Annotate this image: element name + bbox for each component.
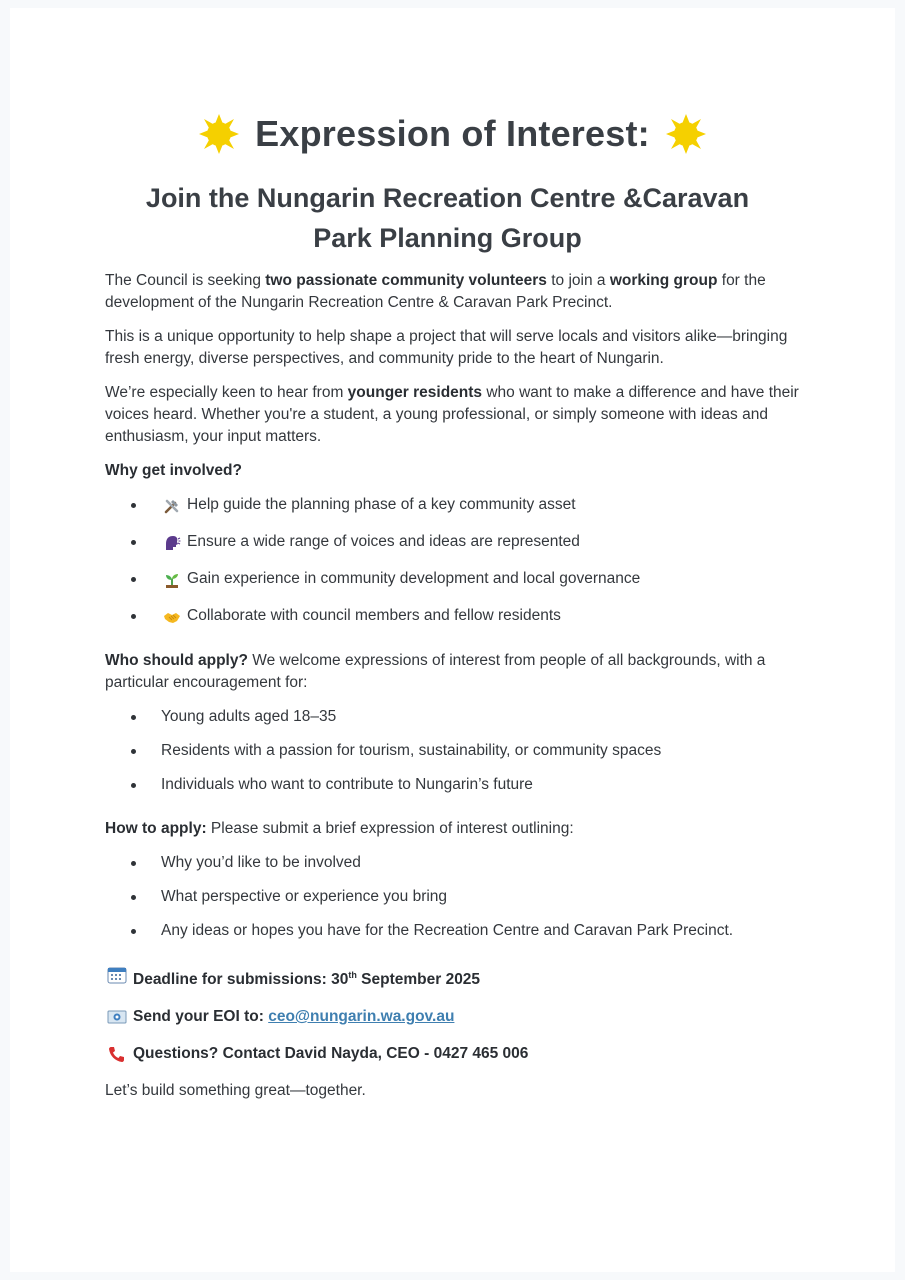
document-body <box>105 270 805 1114</box>
sun-icon <box>664 112 708 156</box>
phone-icon <box>107 1045 127 1063</box>
title-row <box>0 112 905 156</box>
email-link[interactable]: ceo@nungarin.wa.gov.au <box>268 1008 455 1026</box>
page-subtitle: Join the Nungarin Recreation Centre &Caravan Park Planning Group <box>145 183 750 253</box>
send-line: Send your EOI to: ceo@nungarin.wa.gov.au <box>105 1006 805 1028</box>
who-should-apply: Who should apply? We welcome expressions of interest from people of all backgrounds, with a particular encouragement for: <box>105 652 766 691</box>
seedling-icon <box>163 571 181 589</box>
handshake-icon <box>163 608 181 626</box>
how-list <box>105 852 805 954</box>
closing-line: Let’s build something great—together. <box>105 1082 366 1100</box>
sun-icon <box>197 112 241 156</box>
calendar-icon <box>107 966 127 984</box>
deadline-line: Deadline for submissions: 30th September 2025 <box>105 964 805 991</box>
speaking-head-icon <box>163 534 181 552</box>
intro-paragraph-3: We’re especially keen to hear from younger residents who want to make a difference and have their voices heard. Whether you're a student, a young professional, or simply someone with ideas and enthusiasm, your input matters. <box>105 384 799 445</box>
page-title: Expression of Interest: <box>255 113 650 154</box>
list-item: Why you’d like to be involved <box>131 852 805 886</box>
list-item: Young adults aged 18–35 <box>131 706 805 740</box>
email-icon <box>107 1008 127 1026</box>
who-list <box>105 706 805 808</box>
list-item: What perspective or experience you bring <box>131 886 805 920</box>
questions-line: Questions? Contact David Nayda, CEO - 0427 465 006 <box>105 1043 805 1065</box>
list-item: Individuals who want to contribute to Nungarin’s future <box>131 774 805 808</box>
tools-icon <box>163 497 181 515</box>
why-list <box>105 494 805 642</box>
list-item: Gain experience in community development and local governance <box>131 568 805 605</box>
intro-paragraph-1: The Council is seeking two passionate community volunteers to join a working group for the development of the Nungarin Recreation Centre & Caravan Park Precinct. <box>105 272 766 311</box>
why-heading: Why get involved? <box>105 462 242 479</box>
list-item: Ensure a wide range of voices and ideas are represented <box>131 531 805 568</box>
how-to-apply: How to apply: Please submit a brief expression of interest outlining: <box>105 820 574 837</box>
intro-paragraph-2: This is a unique opportunity to help shape a project that will serve locals and visitors alike—bringing fresh energy, diverse perspectives, and community pride to the heart of Nungarin. <box>105 328 788 367</box>
list-item: Any ideas or hopes you have for the Recreation Centre and Caravan Park Precinct. <box>131 920 805 954</box>
list-item: Collaborate with council members and fellow residents <box>131 605 805 642</box>
list-item: Help guide the planning phase of a key community asset <box>131 494 805 531</box>
list-item: Residents with a passion for tourism, sustainability, or community spaces <box>131 740 805 774</box>
